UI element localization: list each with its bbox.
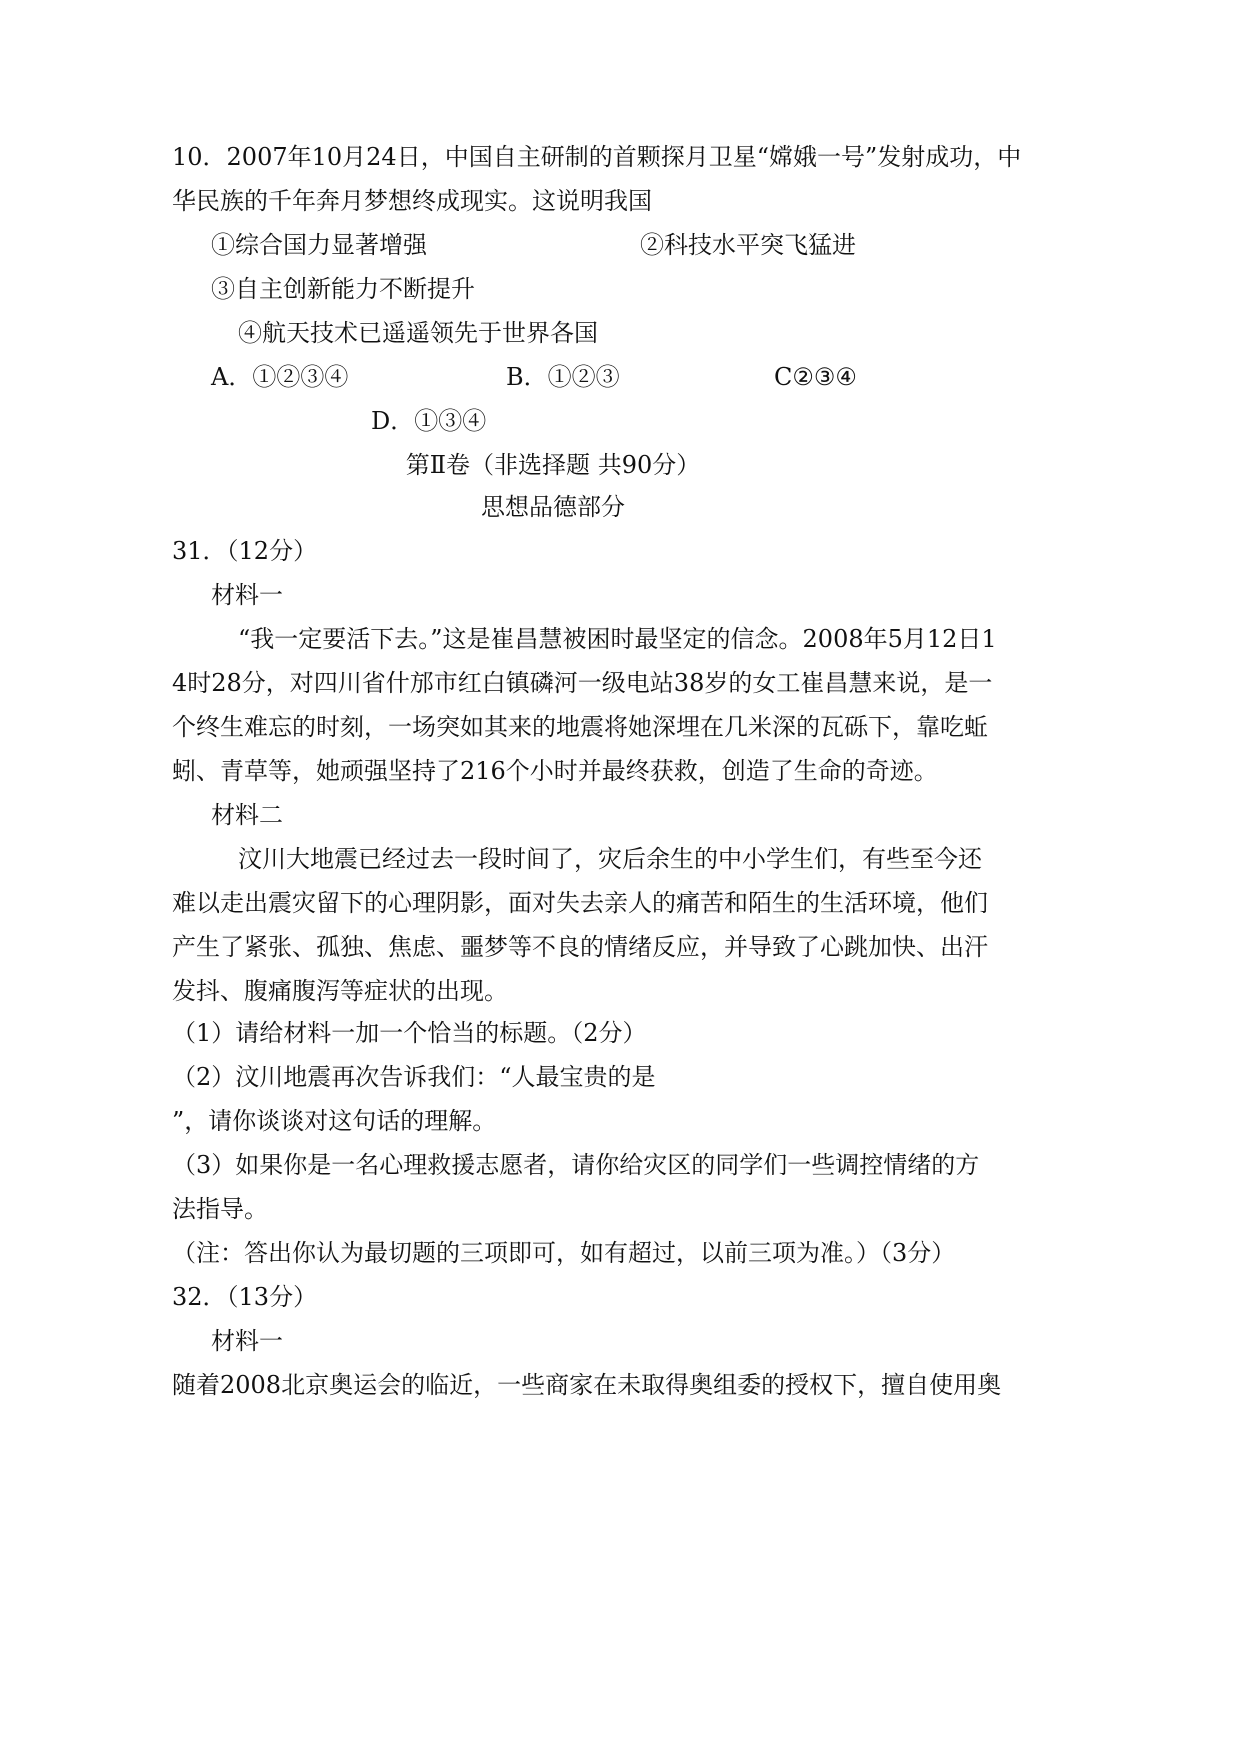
section-subtitle: 思想品德部分 xyxy=(481,493,625,521)
q10-option-2: ②科技水平突飞猛进 xyxy=(640,231,856,259)
q31-material-2-line-4: 发抖、腹痛腹泻等症状的出现。 xyxy=(172,977,508,1005)
q31-subquestion-2-line-2: ”，请你谈谈对这句话的理解。 xyxy=(172,1107,497,1135)
q31-material-1-line-4: 蚓、青草等，她顽强坚持了216个小时并最终获救，创造了生命的奇迹。 xyxy=(172,757,938,785)
q31-material-2-label: 材料二 xyxy=(211,801,283,829)
q31-subquestion-1: （1）请给材料一加一个恰当的标题。（2分） xyxy=(172,1019,647,1047)
q31-material-1-line-2: 4时28分，对四川省什邡市红白镇磷河一级电站38岁的女工崔昌慧来说，是一 xyxy=(172,669,993,697)
q31-subquestion-3-line-1: （3）如果你是一名心理救援志愿者，请你给灾区的同学们一些调控情绪的方 xyxy=(172,1151,980,1179)
q31-subquestion-2-line-1: （2）汶川地震再次告诉我们：“人最宝贵的是 xyxy=(172,1063,656,1091)
q10-option-1: ①综合国力显著增强 xyxy=(211,231,427,259)
q31-material-2-line-3: 产生了紧张、孤独、焦虑、噩梦等不良的情绪反应，并导致了心跳加快、出汗 xyxy=(172,933,988,961)
q10-choice-a: A．①②③④ xyxy=(211,363,349,391)
q31-material-2-line-1: 汶川大地震已经过去一段时间了，灾后余生的中小学生们，有些至今还 xyxy=(238,845,982,873)
section-title: 第Ⅱ卷（非选择题 共90分） xyxy=(405,451,701,479)
q32-material-1-label: 材料一 xyxy=(211,1327,283,1355)
q31-subquestion-3-line-2: 法指导。 xyxy=(172,1195,268,1223)
q10-line-2: 华民族的千年奔月梦想终成现实。这说明我国 xyxy=(172,187,652,215)
q32-header: 32．（13分） xyxy=(172,1283,318,1311)
q10-option-3: ③自主创新能力不断提升 xyxy=(211,275,475,303)
q10-option-4: ④航天技术已遥遥领先于世界各国 xyxy=(238,319,598,347)
q31-header: 31．（12分） xyxy=(172,537,318,565)
q31-material-1-line-3: 个终生难忘的时刻，一场突如其来的地震将她深埋在几米深的瓦砾下，靠吃蚯 xyxy=(172,713,988,741)
q31-note: （注：答出你认为最切题的三项即可，如有超过，以前三项为准。）（3分） xyxy=(172,1239,956,1267)
q10-choice-c: C②③④ xyxy=(774,363,857,391)
q31-material-1-line-1: “我一定要活下去。”这是崔昌慧被困时最坚定的信念。2008年5月12日1 xyxy=(238,625,997,653)
q31-material-1-label: 材料一 xyxy=(211,581,283,609)
q10-choice-b: B．①②③ xyxy=(506,363,620,391)
q10-line-1: 10．2007年10月24日，中国自主研制的首颗探月卫星“嫦娥一号”发射成功，中 xyxy=(172,143,1022,171)
q31-material-2-line-2: 难以走出震灾留下的心理阴影，面对失去亲人的痛苦和陌生的生活环境，他们 xyxy=(172,889,988,917)
q32-material-1-line-1: 随着2008北京奥运会的临近，一些商家在未取得奥组委的授权下，擅自使用奥 xyxy=(172,1371,1002,1399)
q10-choice-d: D．①③④ xyxy=(371,407,487,435)
